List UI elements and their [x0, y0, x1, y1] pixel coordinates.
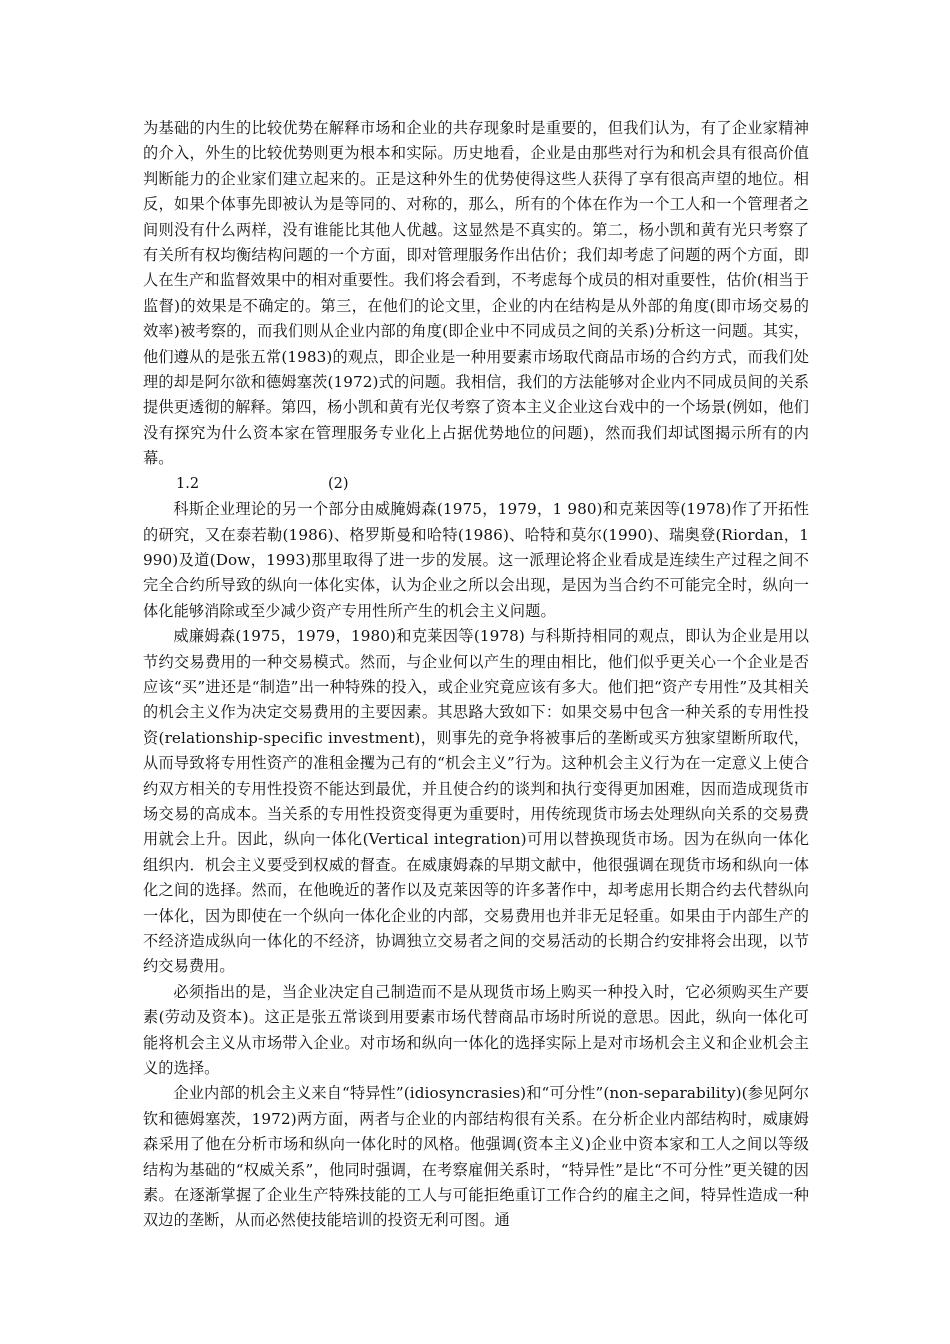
section-label: (2)	[328, 475, 349, 492]
paragraph-5: 企业内部的机会主义来自“特异性”(idiosyncrasies)和“可分性”(non-separability)(参见阿尔钦和德姆塞茨，1972)两方面，两者与企业的内部结构很有关系。在分析企业内部结构时，威康姆森采用了他在分析市场和纵向一体化时的风格。他强调(资本主义)企业中资本家和工人之间以等级结构为基础的“权威关系”，他同时强调，在考察雇佣关系时，“特异性”是比“不可分性”更关键的因素。在逐渐掌握了企业生产特殊技能的工人与可能拒绝重订工作合约的雇主之间，特异性造成一种双边的垄断，从而必然使技能培训的投资无利可图。通	[143, 1084, 809, 1230]
paragraph-2: 科斯企业理论的另一个部分由威腌姆森(1975，1979，1 980)和克莱因等(1978)作了开拓性的研究，又在泰若勒(1986)、格罗斯曼和哈特(1986)、哈特和莫尔(1990)、瑞奥登(Riordan，1990)及道(Dow，1993)那里取得了进一步的发展。这一派理论将企业看成是连续生产过程之间不完全合约所导致的纵向一体化实体，认为企业之所以会出现，是因为当合约不可能完全时，纵向一体化能够消除或至少减少资产专用性所产生的机会主义问题。	[143, 500, 809, 620]
document-page	[143, 116, 809, 1234]
section-heading	[143, 472, 809, 497]
paragraph-3: 威廉姆森(1975，1979，1980)和克莱因等(1978) 与科斯持相同的观点，即认为企业是用以节约交易费用的一种交易模式。然而，与企业何以产生的理由相比，他们似乎更关心一个企业是否应该“买”进还是“制造”出一种特殊的投入，或企业究竟应该有多大。他们把“资产专用性”及其相关的机会主义作为决定交易费用的主要因素。其思路大致如下：如果交易中包含一种关系的专用性投资(relationship-specific investment)，则事先的竞争将被事后的垄断或买方独家望断所取代，从而导致将专用性资产的准租金攫为己有的“机会主义”行为。这种机会主义行为在一定意义上使合约双方相关的专用性投资不能达到最优，并且使合约的谈判和执行变得更加困难，因而造成现货市场交易的高成本。当关系的专用性投资变得更为重要时，用传统现货市场去处理纵向关系的交易费用就会上升。因此，纵向一体化(Vertical integration)可用以替换现货市场。因为在纵向一体化组织内．机会主义要受到权威的督查。在威康姆森的早期文献中，他很强调在现货市场和纵向一体化之间的选择。然而，在他晚近的著作以及克莱因等的许多著作中，却考虑用长期合约去代替纵向一体化，因为即使在一个纵向一体化企业的内部，交易费用也并非无足轻重。如果由于内部生产的不经济造成纵向一体化的不经济，协调独立交易者之间的交易活动的长期合约安排将会出现，以节约交易费用。	[143, 627, 809, 976]
section-number: 1.2	[176, 475, 200, 492]
paragraph-4: 必须指出的是，当企业决定自己制造而不是从现货市场上购买一种投入时，它必须购买生产要素(劳动及资本)。这正是张五常谈到用要素市场代替商品市场时所说的意思。因此，纵向一体化可能将机会主义从市场带入企业。对市场和纵向一体化的选择实际上是对市场机会主义和企业机会主义的选择。	[143, 982, 809, 1078]
paragraph-1: 为基础的内生的比较优势在解释市场和企业的共存现象时是重要的，但我们认为，有了企业家精神的介入，外生的比较优势则更为根本和实际。历史地看，企业是由那些对行为和机会具有很高价值判断能力的企业家们建立起来的。正是这种外生的优势使得这些人获得了享有很高声望的地位。相反，如果个体事先即被认为是等同的、对称的，那么，所有的个体在作为一个工人和一个管理者之间则没有什么两样，没有谁能比其他人优越。这显然是不真实的。第二，杨小凯和黄有光只考察了有关所有权均衡结构问题的一个方面，即对管理服务作出估价；我们却考虑了问题的两个方面，即人在生产和监督效果中的相对重要性。我们将会看到，不考虑每个成员的相对重要性，估价(相当于监督)的效果是不确定的。第三，在他们的论文里，企业的内在结构是从外部的角度(即市场交易的效率)被考察的，而我们则从企业内部的角度(即企业中不同成员之间的关系)分析这一问题。其实，他们遵从的是张五常(1983)的观点，即企业是一种用要素市场取代商品市场的合约方式，而我们处理的却是阿尔欲和德姆塞茨(1972)式的问题。我相信，我们的方法能够对企业内不同成员间的关系提供更透彻的解释。第四，杨小凯和黄有光仅考察了资本主义企业这台戏中的一个场景(例如，他们没有探究为什么资本家在管理服务专业化上占据优势地位的问题)，然而我们却试图揭示所有的内幕。	[143, 119, 809, 468]
